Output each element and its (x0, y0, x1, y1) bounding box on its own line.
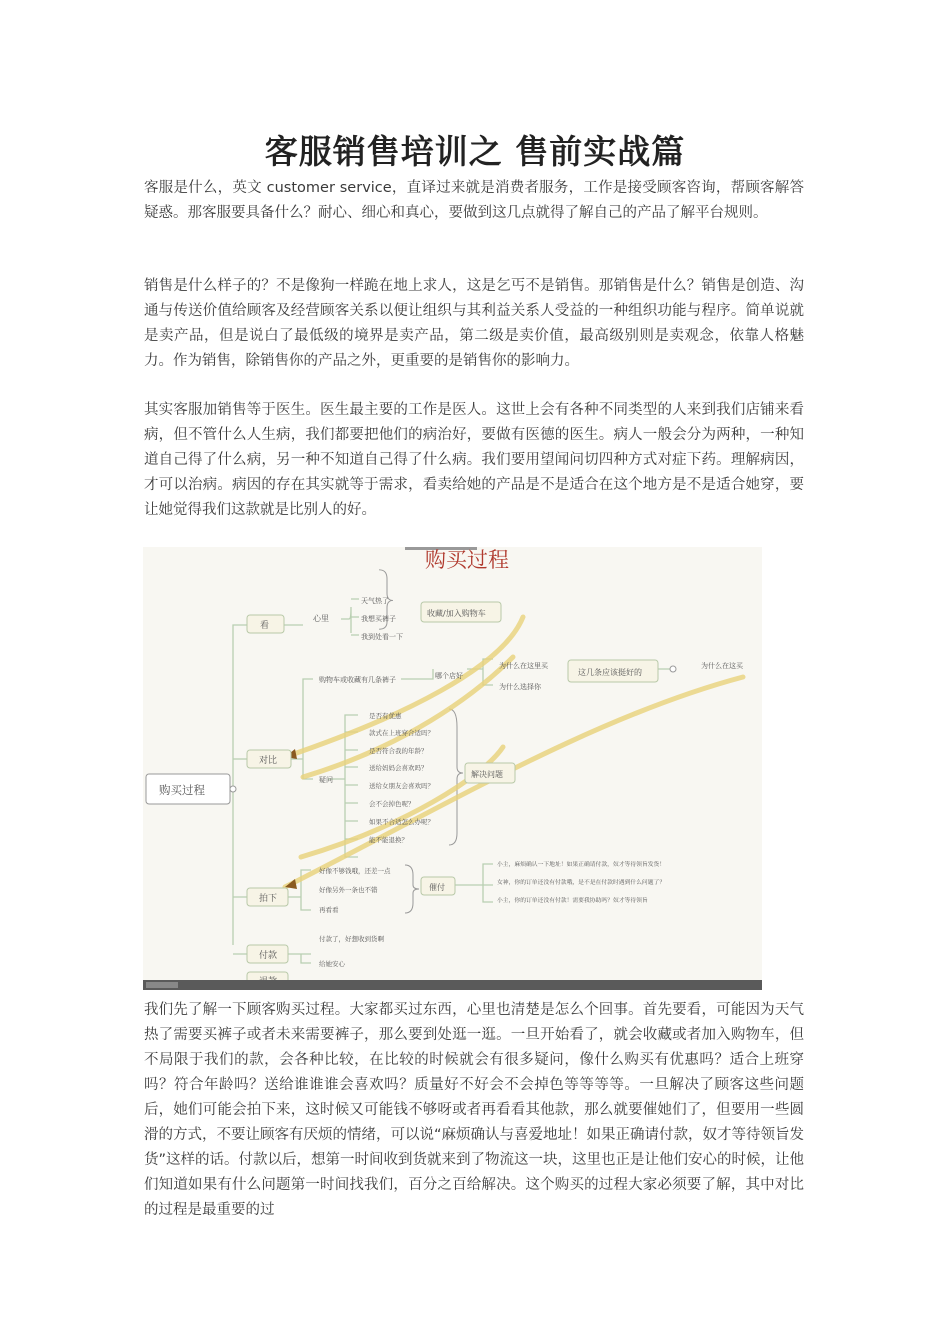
urge-msg-3: 小主，你的订单还没有付款！需要我协助吗？奴才等待领旨 (497, 898, 648, 904)
compare-doubt: 疑问 (319, 776, 333, 784)
pay-item-2: 给她安心 (319, 960, 345, 968)
question-5: 送给女朋友会喜欢吗？ (369, 782, 434, 790)
mindmap-root-label: 购买过程 (159, 783, 205, 797)
compare-cart: 购物车或收藏有几条裤子 (319, 676, 396, 684)
page-title: 客服销售培训之 售前实战篇 (264, 132, 686, 171)
buy-urge: 催付 (429, 883, 445, 892)
pay-item-1: 付款了，好想收到货啊 (319, 935, 384, 943)
compare-why-2: 为什么选择你 (499, 683, 541, 691)
stage-look: 看 (260, 621, 270, 631)
question-1: 是否有优惠 (369, 712, 402, 720)
intro-paragraph: 客服是什么，英文 customer service，直译过来就是消费者服务，工作是接受顾客咨询，帮顾客解答疑惑。那客服要具备什么？耐心、细心和真心，要做到这几点就得了解自己的产品了解平台规则。 (144, 180, 804, 221)
compare-best-why: 为什么在这买 (701, 662, 743, 670)
stage-pay: 付款 (259, 951, 278, 961)
urge-msg-2: 女神，你的订单还没有付款哦，是不是在付款时遇到什么问题了？ (497, 880, 666, 886)
buy-reason-2: 好像另外一条也不错 (319, 886, 378, 894)
question-3: 是否符合我的年龄？ (369, 747, 428, 755)
purchase-process-mindmap (143, 547, 762, 990)
compare-why-1: 为什么在这里买 (499, 662, 548, 670)
compare-best: 这几条应该挺好的 (578, 668, 642, 677)
question-8: 能不能退换？ (369, 836, 408, 844)
stage-compare: 对比 (259, 756, 278, 766)
look-item-2: 我想买裤子 (361, 615, 396, 623)
purchase-paragraph: 我们先了解一下顾客购买过程。大家都买过东西，心里也清楚是怎么个回事。首先要看，可能因为天气热了需要买裤子或者未来需要裤子，那么要到处逛一逛。一旦开始看了，就会收藏或者加入购物车，但不局限于我们的款，会各种比较，在比较的时候就会有很多疑问，像什么购买有优惠吗？适合上班穿吗？符合年龄吗？送给谁谁谁会喜欢吗？质量好不好会不会掉色等等等等。一旦解决了顾客这些问题后，她们可能会拍下来，这时候又可能钱不够呀或者再看看其他款，那么就要催她们了，但要用一些圆滑的方式，不要让顾客有厌烦的情绪，可以说“麻烦确认与喜爱地址！如果正确请付款，奴才等待领旨发货”这样的话。付款以后，想第一时间收到货就来到了物流这一块，这里也正是让他们安心的时候，让他们知道如果有什么问题第一时间找我们，百分之百给解决。这个购买的过程大家必须要了解，其中对比的过程是最重要的过 (144, 1002, 805, 1218)
compare-which: 哪个店好 (435, 672, 463, 680)
look-sub: 心里 (313, 614, 329, 623)
sales-paragraph: 销售是什么样子的？不是像狗一样跪在地上求人，这是乞丐不是销售。那销售是什么？销售是创造、沟通与传送价值给顾客及经营顾客关系以便让组织与其利益关系人受益的一种组织功能与程序。简单说就是卖产品，但是说白了最低级的境界是卖产品，第二级是卖价值，最高级别则是卖观念，依靠人格魅力。作为销售，除销售你的产品之外，更重要的是销售你的影响力。 (144, 278, 804, 369)
buy-reason-3: 再看看 (319, 906, 339, 914)
stage-buy: 拍下 (259, 894, 278, 904)
question-6: 会不会掉色呢？ (369, 800, 415, 808)
doctor-paragraph: 其实客服加销售等于医生。医生最主要的工作是医人。这世上会有各种不同类型的人来到我们店铺来看病，但不管什么人生病，我们都要把他们的病治好，要做有医德的医生。病人一般会分为两种，一种知道自己得了什么病，另一种不知道自己得了什么病。我们要用望闻问切四种方式对症下药。理解病因，才可以治病。病因的存在其实就等于需求，看卖给她的产品是不是适合在这个地方是不是适合她穿，要让她觉得我们这款就是比别人的好。 (144, 402, 804, 518)
look-item-3: 我到处看一下 (361, 633, 403, 641)
buy-reason-1: 好像不够钱哦，还差一点 (319, 867, 391, 875)
look-result: 收藏/加入购物车 (427, 609, 486, 618)
look-item-1: 天气热了 (361, 597, 389, 605)
mindmap-title: 购买过程 (425, 548, 509, 572)
urge-msg-1: 小主，麻烦确认一下地址！如果正确请付款，奴才等待领旨发货！ (497, 862, 666, 868)
question-2: 款式在上班穿合适吗？ (369, 729, 434, 737)
question-7: 如果不合适怎么办呢？ (369, 818, 434, 826)
compare-solve: 解决问题 (471, 770, 503, 779)
question-4: 送给妈妈会喜欢吗？ (369, 764, 428, 772)
